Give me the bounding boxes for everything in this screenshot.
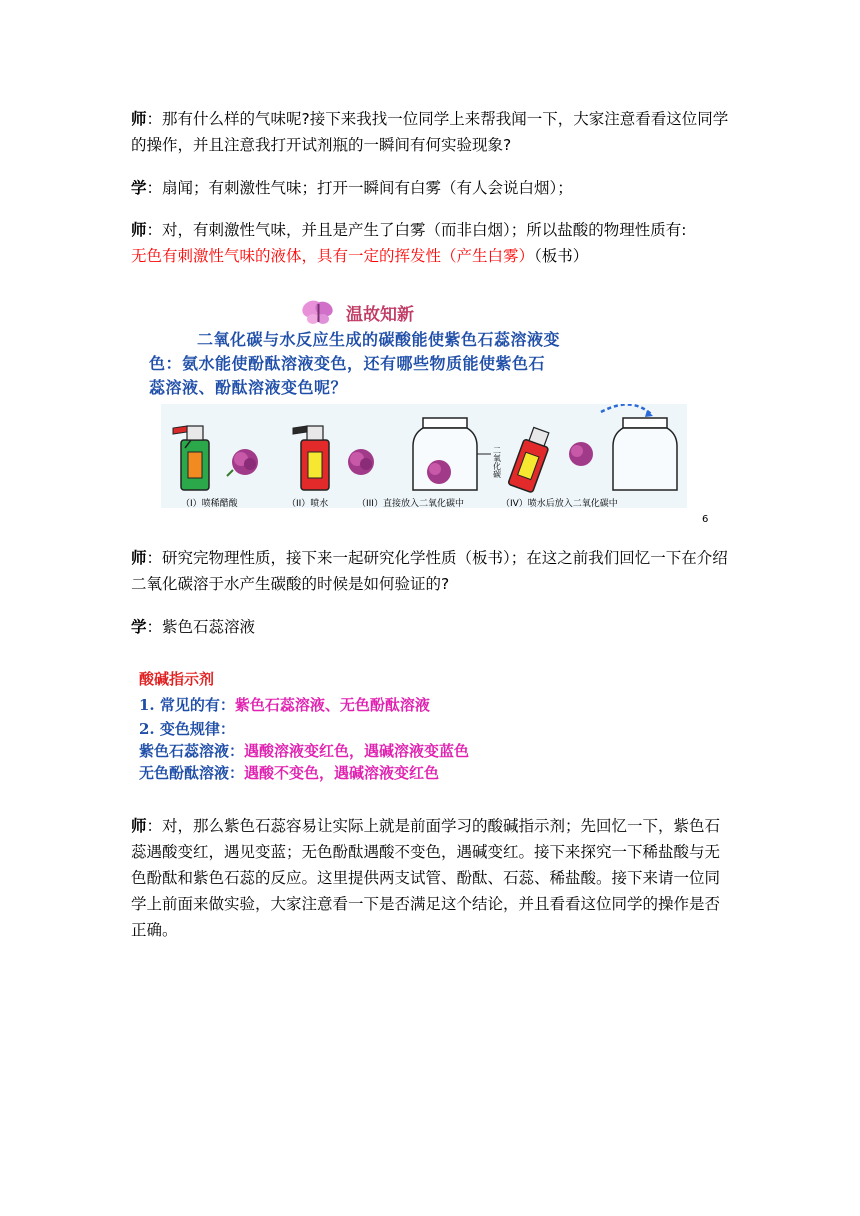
- paragraph-text: 那有什么样的气味呢?接下来我找一位同学上来帮我闻一下，大家注意看看这位同学的操作，并且注意我打开试剂瓶的一瞬间有何实验现象?: [131, 110, 729, 154]
- speaker-label: 师: [131, 817, 147, 835]
- slide-page-number: 6: [702, 514, 709, 525]
- slide-question: 二氧化碳与水反应生成的碳酸能使紫色石蕊溶液变 色：氨水能使酚酞溶液变色，还有哪些物质能使紫色石 蕊溶液、酚酞溶液变色呢？: [149, 330, 561, 397]
- curved-arrow-icon: [601, 404, 651, 414]
- jar-icon: [613, 418, 677, 490]
- dialogue-paragraph: 师：对，有刺激性气味，并且是产生了白雾（而非白烟）；所以盐酸的物理性质有: 无色有刺激性气味的液体，具有一定的挥发性（产生白雾）（板书）: [131, 221, 687, 265]
- indicator-line: 1. 常见的有：紫色石蕊溶液、无色酚酞溶液: [139, 696, 430, 714]
- butterfly-icon: [301, 298, 337, 326]
- paragraph-text: 研究完物理性质，接下来一起研究化学性质（板书）；在这之前我们回忆一下在介绍二氧化碳溶于水产生碳酸的时候是如何验证的?: [131, 549, 728, 593]
- paragraph-text: 紫色石蕊溶液: [162, 618, 256, 636]
- speaker-label: 师: [131, 549, 147, 567]
- dialogue-paragraph: 师：对，那么紫色石蕊容易让实际上就是前面学习的酸碱指示剂；先回忆一下，紫色石蕊遇酸变红，遇见变蓝；无色酚酞遇酸不变色，遇碱变红。接下来探究一下稀盐酸与无色酚酞和紫色石蕊的反应。这里提供两支试管、酚酞、石蕊、稀盐酸。接下来请一位同学上前面来做实验，大家注意看一下是否满足这个结论，并且看看这位同学的操作是否正确。: [131, 817, 721, 939]
- indicator-line: 2. 变色规律：: [139, 720, 235, 738]
- jar-icon: [413, 418, 491, 490]
- slide-review-image: [131, 296, 721, 528]
- rose-icon: [227, 449, 258, 476]
- jar-label: 二氧化碳: [492, 446, 502, 478]
- speaker-label: 学: [131, 179, 147, 197]
- spray-bottle-icon: [293, 426, 329, 490]
- slide-heading: 温故知新: [346, 305, 414, 325]
- dialogue-paragraph: 学：扇闻；有刺激性气味；打开一瞬间有白雾（有人会说白烟）；: [131, 179, 573, 197]
- experiment-illustration: [161, 404, 687, 508]
- paragraph-text: 对，有刺激性气味，并且是产生了白雾（而非白烟）；所以盐酸的物理性质有:: [162, 221, 687, 239]
- rose-icon: [569, 442, 593, 466]
- experiment-caption: （II）喷水: [287, 499, 329, 509]
- experiment-caption: （IV）喷水后放入二氧化碳中: [501, 499, 618, 509]
- slide-title: 酸碱指示剂: [139, 670, 215, 688]
- paragraph-text: 扇闻；有刺激性气味；打开一瞬间有白雾（有人会说白烟）；: [162, 179, 573, 197]
- dialogue-paragraph: 学：紫色石蕊溶液: [131, 618, 256, 636]
- experiment-drawing: [161, 404, 687, 508]
- rose-icon: [348, 449, 374, 475]
- speaker-label: 师: [131, 221, 147, 239]
- slide-indicator-image: [131, 666, 621, 788]
- speaker-label: 师: [131, 110, 147, 128]
- speaker-label: 学: [131, 618, 147, 636]
- indicator-line: 紫色石蕊溶液：遇酸溶液变红色，遇碱溶液变蓝色: [139, 742, 470, 760]
- experiment-caption: （III）直接放入二氧化碳中: [357, 499, 464, 509]
- spray-bottle-icon: [173, 426, 209, 490]
- experiment-caption: （I）喷稀醋酸: [181, 499, 238, 509]
- indicator-line: 无色酚酞溶液：遇酸不变色，遇碱溶液变红色: [139, 764, 440, 782]
- spray-bottle-icon: [508, 426, 554, 493]
- highlighted-conclusion: 无色有刺激性气味的液体，具有一定的挥发性（产生白雾）: [131, 247, 535, 265]
- paragraph-text: 对，那么紫色石蕊容易让实际上就是前面学习的酸碱指示剂；先回忆一下，紫色石蕊遇酸变红，遇见变蓝；无色酚酞遇酸不变色，遇碱变红。接下来探究一下稀盐酸与无色酚酞和紫色石蕊的反应。这里提供两支试管、酚酞、石蕊、稀盐酸。接下来请一位同学上前面来做实验，大家注意看一下是否满足这个结论，并且看看这位同学的操作是否正确。: [131, 817, 721, 939]
- dialogue-paragraph: 师：那有什么样的气味呢?接下来我找一位同学上来帮我闻一下，大家注意看看这位同学的操作，并且注意我打开试剂瓶的一瞬间有何实验现象?: [131, 110, 729, 154]
- dialogue-paragraph: 师：研究完物理性质，接下来一起研究化学性质（板书）；在这之前我们回忆一下在介绍二氧化碳溶于水产生碳酸的时候是如何验证的?: [131, 549, 728, 593]
